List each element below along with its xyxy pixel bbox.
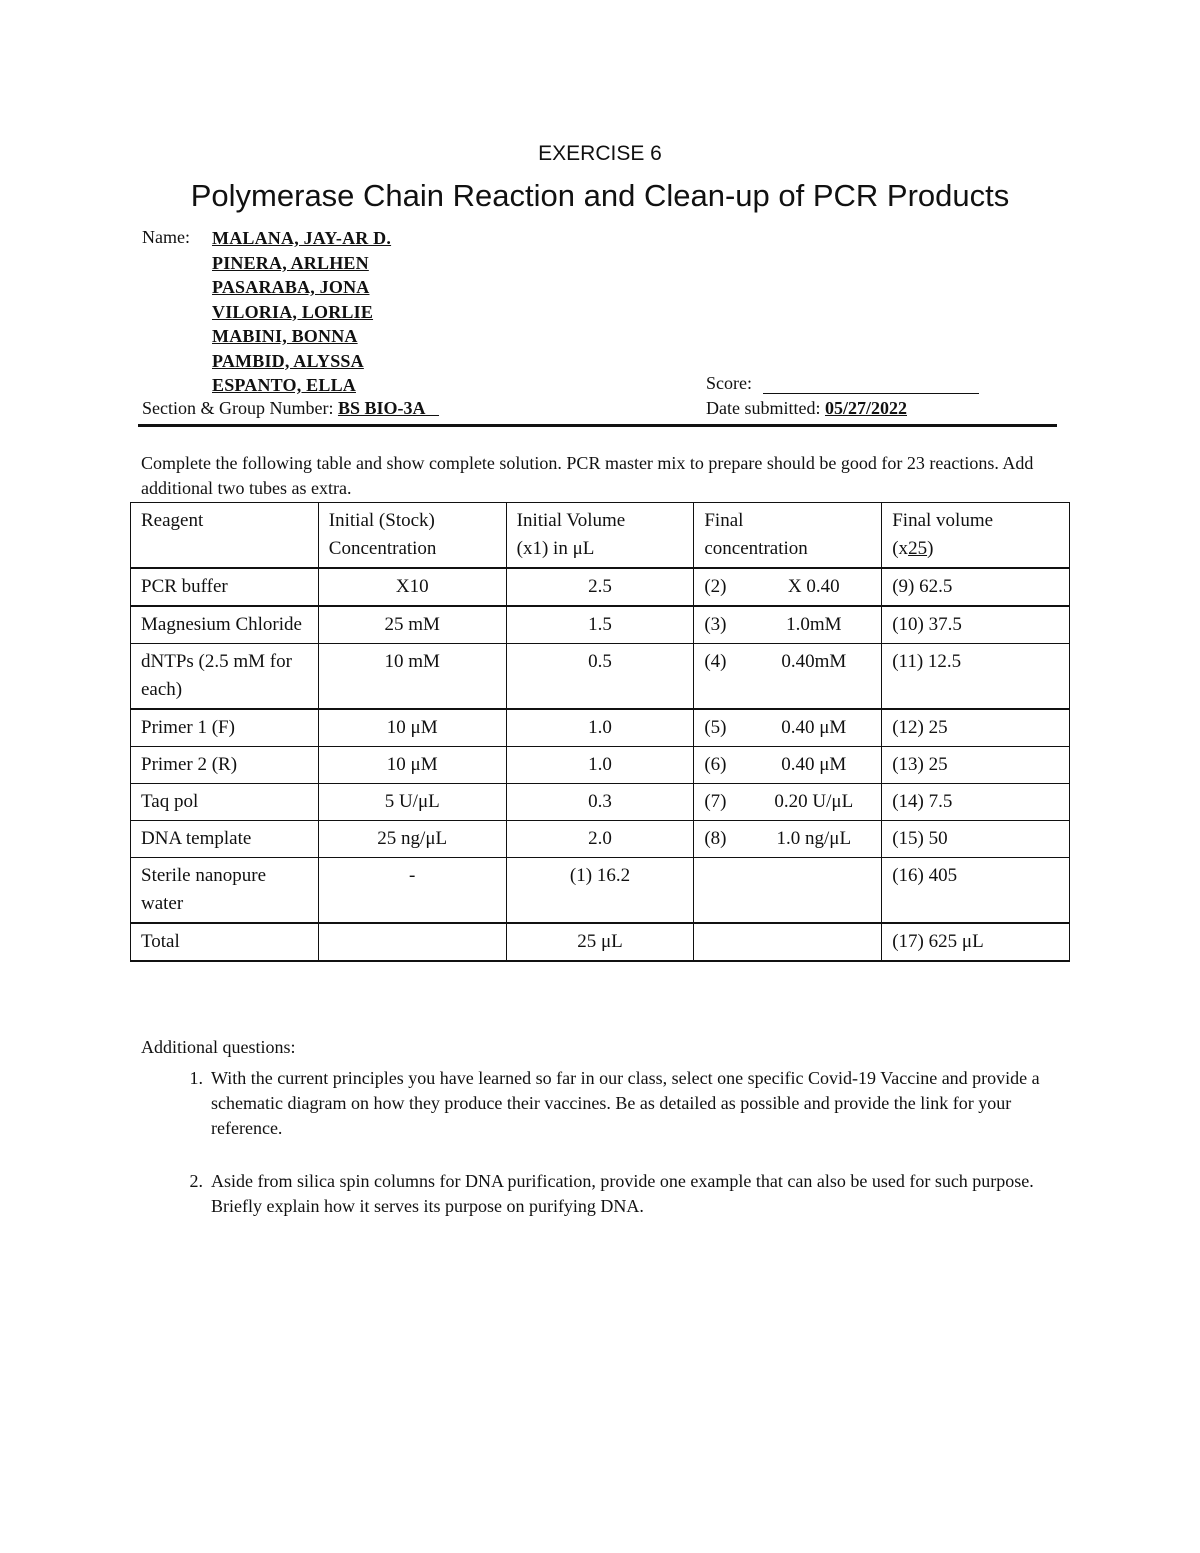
section-label: Section & Group Number: (142, 398, 334, 418)
final-concentration-value: 0.20 U/μL (774, 791, 854, 812)
final-concentration-cell (694, 821, 882, 858)
member-name: PASARABA, JONA (212, 277, 370, 297)
initial-volume-cell: 1.0 (506, 709, 694, 747)
reagent-cell: Primer 1 (F) (131, 709, 319, 747)
table-row (131, 709, 1070, 747)
table-row (131, 568, 1070, 606)
answer-number: (5) (704, 717, 727, 738)
question-number: 1. (189, 1068, 203, 1088)
question-text: With the current principles you have learned so far in our class, select one specific Covid-19 Vaccine and provide a schematic diagram on how they produce their vaccines. Be as detailed as possible and provide the link for your reference. (211, 1068, 1040, 1138)
answer-number: (6) (704, 754, 727, 775)
initial-volume-cell: 1.5 (506, 606, 694, 644)
final-volume-cell: (16) 405 (882, 858, 1070, 924)
stock-concentration-cell: 5 U/μL (318, 784, 506, 821)
questions-heading: Additional questions: (141, 1037, 296, 1057)
initial-volume-cell: 25 μL (506, 923, 694, 961)
column-header: Initial Volume (x1) in μL (506, 503, 694, 569)
date-label: Date submitted: (706, 398, 821, 418)
final-volume-cell: (14) 7.5 (882, 784, 1070, 821)
final-concentration-value: 0.40 μM (781, 754, 847, 775)
final-volume-cell: (13) 25 (882, 747, 1070, 784)
table-row (131, 923, 1070, 961)
member-name: MALANA, JAY-AR D. (212, 228, 392, 248)
stock-concentration-cell: 10 μM (318, 747, 506, 784)
final-volume-cell: (15) 50 (882, 821, 1070, 858)
final-concentration-cell (694, 747, 882, 784)
final-concentration-cell (694, 784, 882, 821)
final-concentration-cell (694, 606, 882, 644)
question-text: Aside from silica spin columns for DNA purification, provide one example that can also be used for such purpose. Briefly explain how it serves its purpose on purifying DNA. (211, 1171, 1034, 1216)
table-header-row (131, 503, 1070, 569)
reagent-cell: Taq pol (131, 784, 319, 821)
table-row (131, 821, 1070, 858)
final-volume-cell: (9) 62.5 (882, 568, 1070, 606)
stock-concentration-cell: 25 ng/μL (318, 821, 506, 858)
member-name: VILORIA, LORLIE (212, 301, 374, 322)
final-concentration-cell (694, 709, 882, 747)
page-title: Polymerase Chain Reaction and Clean-up of PCR Products (190, 178, 1010, 213)
initial-volume-cell: 0.3 (506, 784, 694, 821)
name-label: Name: (142, 227, 190, 247)
column-header: Reagent (131, 503, 319, 569)
final-volume-cell: (10) 37.5 (882, 606, 1070, 644)
final-volume-cell: (12) 25 (882, 709, 1070, 747)
member-name: ESPANTO, ELLA (212, 375, 356, 395)
initial-volume-cell: (1) 16.2 (506, 858, 694, 924)
column-header: Final concentration (694, 503, 882, 569)
date-submitted-field (706, 398, 907, 419)
answer-number: (7) (704, 791, 727, 812)
initial-volume-cell: 2.5 (506, 568, 694, 606)
stock-concentration-cell: 10 μM (318, 709, 506, 747)
initial-volume-cell: 0.5 (506, 644, 694, 710)
group-member-list (212, 226, 391, 398)
reagent-table (130, 502, 1070, 962)
final-volume-cell: (11) 12.5 (882, 644, 1070, 710)
member-name: PINERA, ARLHEN (212, 252, 369, 273)
instructions-text: Complete the following table and show complete solution. PCR master mix to prepare should be good for 23 reactions. Add additional two tubes as extra. (141, 453, 1034, 498)
stock-concentration-cell: - (318, 858, 506, 924)
reagent-cell: Total (131, 923, 319, 961)
reagent-cell: DNA template (131, 821, 319, 858)
answer-number: (8) (704, 828, 727, 849)
reagent-cell: Magnesium Chloride (131, 606, 319, 644)
stock-concentration-cell: 10 mM (318, 644, 506, 710)
member-name: PAMBID, ALYSSA (212, 350, 364, 371)
reagent-cell: Sterile nanopure water (131, 858, 319, 924)
final-concentration-cell (694, 858, 882, 924)
question-item (141, 1066, 1061, 1141)
section-group-field (142, 398, 439, 419)
final-volume-cell: (17) 625 μL (882, 923, 1070, 961)
stock-concentration-cell (318, 923, 506, 961)
question-number: 2. (189, 1171, 203, 1191)
answer-number: (4) (704, 651, 727, 672)
answer-number: (2) (704, 576, 727, 597)
final-concentration-cell (694, 644, 882, 710)
final-concentration-cell (694, 923, 882, 961)
final-concentration-value: X 0.40 (787, 576, 840, 597)
question-item (141, 1169, 1061, 1219)
section-value: BS BIO-3A (337, 398, 426, 418)
stock-concentration-cell: X10 (318, 568, 506, 606)
column-header: Final volume (x25) (882, 503, 1070, 569)
score-label: Score: (706, 373, 752, 393)
table-row (131, 858, 1070, 924)
table-row (131, 606, 1070, 644)
reagent-cell: PCR buffer (131, 568, 319, 606)
header-divider (138, 424, 1057, 427)
final-concentration-value: 0.40mM (781, 651, 847, 672)
exercise-number: EXERCISE 6 (538, 142, 662, 165)
answer-number: (3) (704, 614, 727, 635)
date-value: 05/27/2022 (824, 398, 907, 418)
score-blank-field[interactable] (763, 393, 979, 394)
reagent-cell: dNTPs (2.5 mM for each) (131, 644, 319, 710)
initial-volume-cell: 1.0 (506, 747, 694, 784)
table-row (131, 747, 1070, 784)
stock-concentration-cell: 25 mM (318, 606, 506, 644)
final-concentration-cell (694, 568, 882, 606)
column-header: Initial (Stock) Concentration (318, 503, 506, 569)
table-row (131, 784, 1070, 821)
reagent-cell: Primer 2 (R) (131, 747, 319, 784)
member-name: MABINI, BONNA (212, 326, 358, 346)
final-concentration-value: 1.0 ng/μL (776, 828, 852, 849)
initial-volume-cell: 2.0 (506, 821, 694, 858)
table-row (131, 644, 1070, 710)
additional-questions (141, 1035, 1061, 1219)
final-concentration-value: 0.40 μM (781, 717, 847, 738)
final-concentration-value: 1.0mM (786, 614, 842, 635)
